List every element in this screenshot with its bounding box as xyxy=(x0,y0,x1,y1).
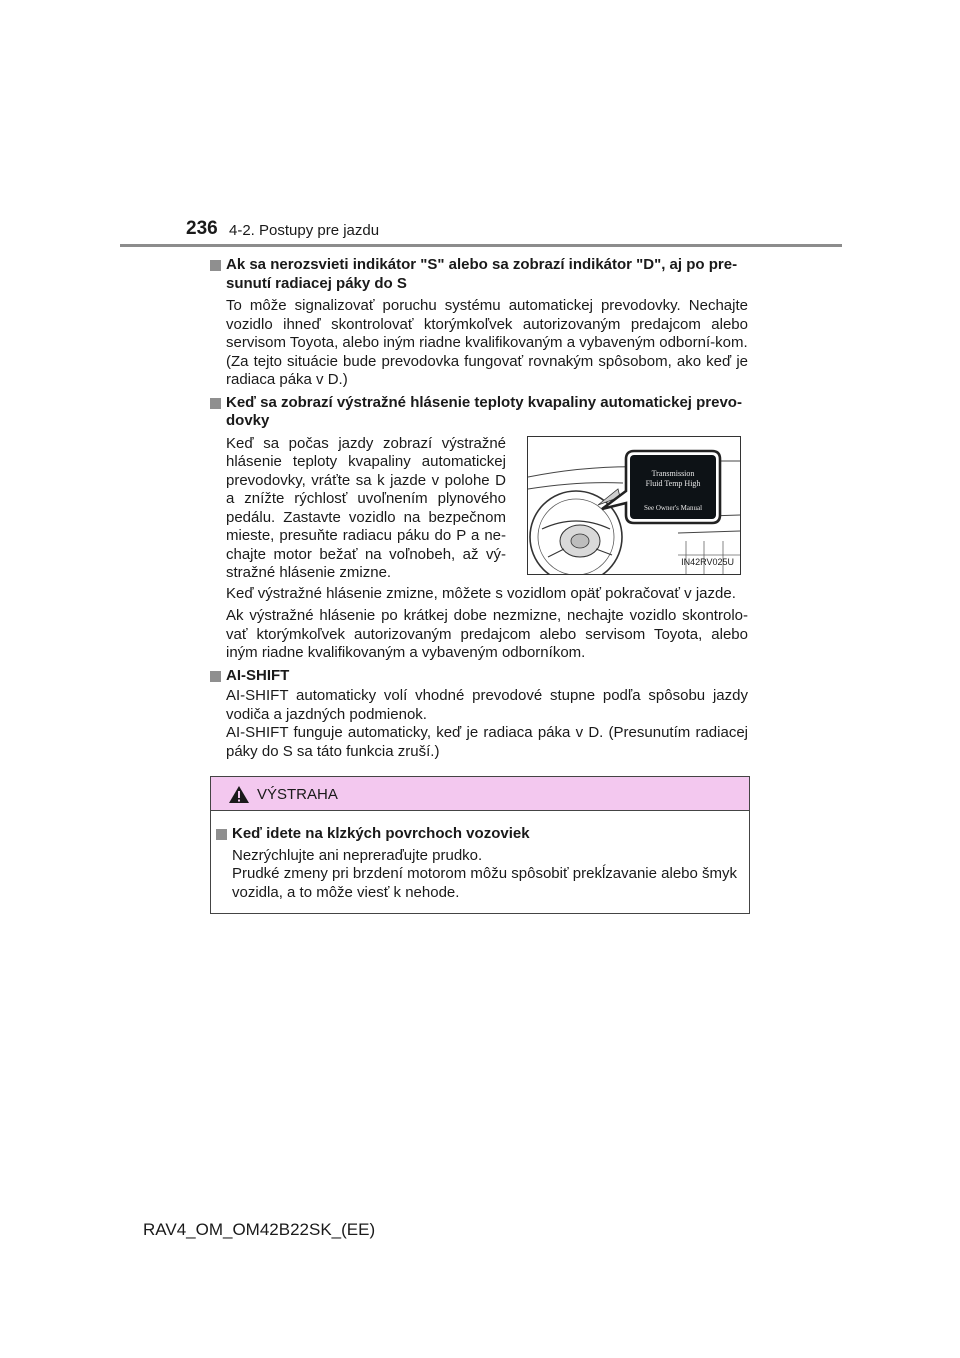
warning-header xyxy=(211,777,749,811)
warning-line: Nezrýchlujte ani nepreraďujte prudko. xyxy=(232,846,483,864)
figure-row xyxy=(210,435,748,581)
warning-body xyxy=(211,811,749,902)
paragraph: To môže signalizovať poruchu systému automatickej prevodovky. Nechajte vozidlo ihneď skontrolovať ktorýmkoľvek autorizovaným predajcom alebo servisom Toyota, alebo iným riadne kvalifikovaným a vybaveným odborní-kom. xyxy=(226,297,748,351)
warning-line: Prudké zmeny pri brzdení motorom môžu spôsobiť prekĺzavanie alebo šmyk vozidla, a to môže viesť k nehode. xyxy=(232,865,738,901)
square-bullet-icon xyxy=(210,671,221,682)
paragraph: Ak výstražné hlásenie po krátkej dobe nezmizne, nechajte vozidlo skontrolo-vať ktorýmkoľvek autorizovaným predajcom alebo servisom Toyota, alebo iným riadne kvalifikovaným a vybaveným odborníkom. xyxy=(226,607,748,661)
paragraph: AI-SHIFT automaticky volí vhodné prevodové stupne podľa spôsobu jazdy vodiča a jazdných podmienok. xyxy=(226,687,748,723)
paragraph: (Za tejto situácie bude prevodovka fungovať rovnakým spôsobom, ako keď je radiaca páka v D.) xyxy=(226,352,748,388)
warning-triangle-icon xyxy=(228,785,250,804)
warning-heading: Keď idete na klzkých povrchoch vozoviek xyxy=(216,825,741,844)
page-number: 236 xyxy=(186,218,218,239)
section-title: 4-2. Postupy pre jazdu xyxy=(229,222,380,239)
display-line-1: Transmission xyxy=(651,468,695,478)
square-bullet-icon xyxy=(216,829,227,840)
square-bullet-icon xyxy=(210,398,221,409)
dashboard-illustration xyxy=(527,436,741,575)
warning-box xyxy=(210,776,750,914)
warning-title: VÝSTRAHA xyxy=(257,786,338,803)
main-content xyxy=(210,256,748,761)
section-heading-fluid-temp: Keď sa zobrazí výstražné hlásenie teploty kvapaliny automatickej prevo-dovky xyxy=(210,394,748,431)
footer-code: RAV4_OM_OM42B22SK_(EE) xyxy=(143,1220,376,1239)
paragraph: AI-SHIFT funguje automaticky, keď je radiaca páka v D. (Presunutím radiacej páky do S sa táto funkcia zruší.) xyxy=(226,724,748,760)
display-line-2: Fluid Temp High xyxy=(645,478,701,488)
square-bullet-icon xyxy=(210,260,221,271)
paragraph: Keď výstražné hlásenie zmizne, môžete s vozidlom opäť pokračovať v jazde. xyxy=(226,584,736,602)
section-heading-indicator: Ak sa nerozsvieti indikátor "S" alebo sa zobrazí indikátor "D", aj po pre-sunutí radiacej páky do S xyxy=(210,256,748,293)
figure-code: IN42RV025U xyxy=(681,557,734,567)
header-divider xyxy=(120,244,842,247)
figure-caption-text: Keď sa počas jazdy zobrazí výstražné hlásenie teploty kvapaliny automatickej prevodovky, vráťte sa k jazde v polohe D a znížte rýchlosť uvoľnením plynového pedálu. Zastavte vozidlo na bezpečnom mieste, presuňte radiacu páku do P a ne-chajte motor bežať na voľnobeh, až vý-stražné hlásenie zmizne. xyxy=(226,434,506,581)
display-line-3: See Owner's Manual xyxy=(643,503,703,512)
section-heading-ai-shift: AI-SHIFT xyxy=(210,667,748,686)
